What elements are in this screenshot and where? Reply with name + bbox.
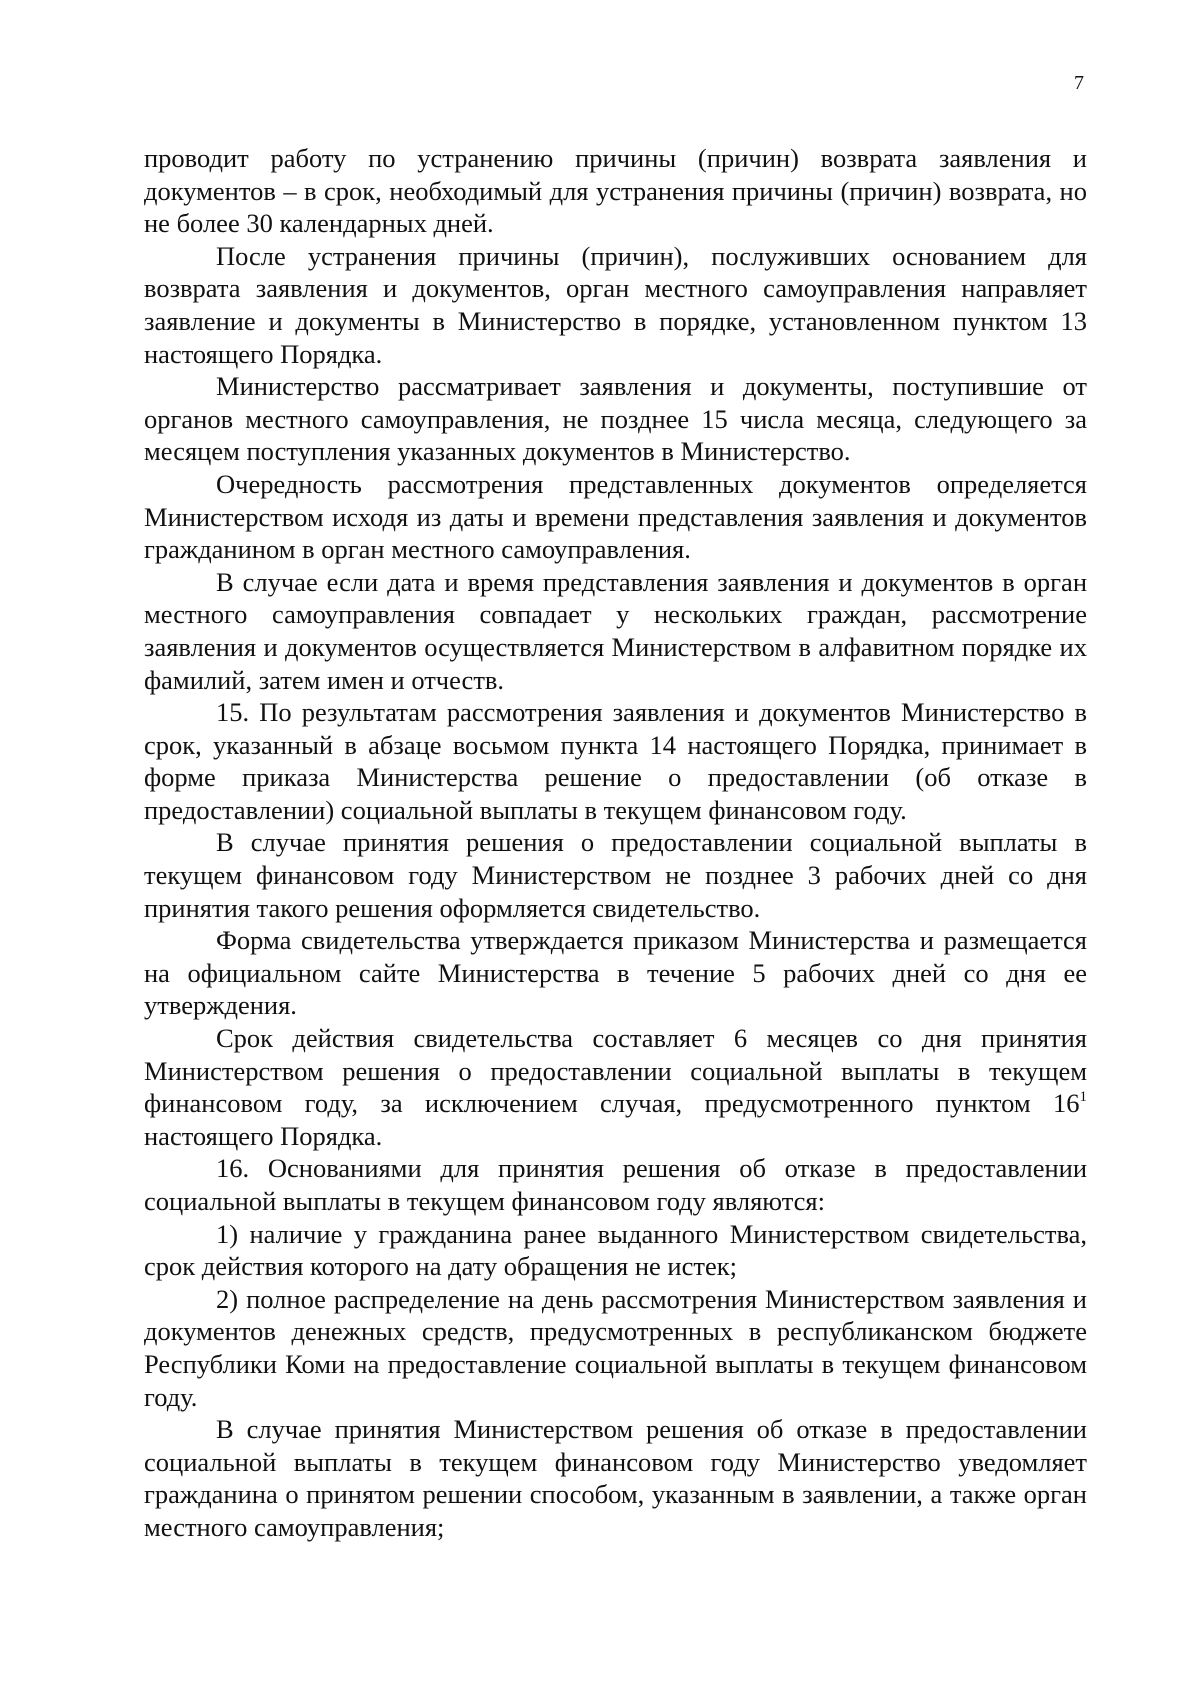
paragraph-4: Очередность рассмотрения представленных документов определяется Министерством исходя из даты и времени представления заявления и документов гражданином в орган местного самоуправления. — [144, 468, 1087, 565]
paragraph-9-text-before: Срок действия свидетельства составляет 6 месяцев со дня принятия Министерством решения о предоставлении социальной выплаты в текущем финансовом году, за исключением случая, предусмотренного пунктом 16 — [144, 1023, 1087, 1119]
paragraph-3: Министерство рассматривает заявления и документы, поступившие от органов местного самоуправления, не позднее 15 числа месяца, следующего за месяцем поступления указанных документов в Министерство. — [144, 371, 1087, 467]
paragraph-11: 1) наличие у гражданина ранее выданного Министерством свидетельства, срок действия которого на дату обращения не истек; — [144, 1218, 1087, 1282]
paragraph-1: проводит работу по устранению причины (причин) возврата заявления и документов – в срок, необходимый для устранения причины (причин) возврата, но не более 30 календарных дней. — [144, 143, 1087, 239]
paragraph-9 — [144, 1022, 1087, 1152]
superscript: 1 — [1079, 1089, 1087, 1106]
paragraph-8: Форма свидетельства утверждается приказом Министерства и размещается на официальном сайте Министерства в течение 5 рабочих дней со дня ее утверждения. — [144, 925, 1087, 1021]
paragraph-10: 16. Основаниями для принятия решения об отказе в предоставлении социальной выплаты в текущем финансовом году являются: — [144, 1153, 1087, 1216]
paragraph-5: В случае если дата и время представления заявления и документов в орган местного самоуправления совпадает у нескольких граждан, рассмотрение заявления и документов осуществляется Министерством в алфавитном порядке их фамилий, затем имен и отчеств. — [144, 566, 1087, 695]
document-body — [144, 142, 1087, 1544]
paragraph-6: 15. По результатам рассмотрения заявления и документов Министерство в срок, указанный в абзаце восьмом пункта 14 настоящего Порядка, принимает в форме приказа Министерства решение о предоставлении (об отказе в предоставлении) социальной выплаты в текущем финансовом году. — [144, 697, 1087, 825]
paragraph-2: После устранения причины (причин), послуживших основанием для возврата заявления и документов, орган местного самоуправления направляет заявление и документы в Министерство в порядке, установленном пунктом 13 настоящего Порядка. — [144, 240, 1087, 369]
paragraph-7: В случае принятия решения о предоставлении социальной выплаты в текущем финансовом году Министерством не позднее 3 рабочих дней со дня принятия такого решения оформляется свидетельство. — [144, 827, 1087, 923]
paragraph-12: 2) полное распределение на день рассмотрения Министерством заявления и документов денежных средств, предусмотренных в республиканском бюджете Республики Коми на предоставление социальной выплаты в текущем финансовом году. — [144, 1283, 1087, 1412]
paragraph-13: В случае принятия Министерством решения об отказе в предоставлении социальной выплаты в текущем финансовом году Министерство уведомляет гражданина о принятом решении способом, указанным в заявлении, а также орган местного самоуправления; — [144, 1414, 1087, 1542]
page-number: 7 — [1074, 72, 1084, 94]
paragraph-9-text-after: настоящего Порядка. — [144, 1120, 383, 1151]
